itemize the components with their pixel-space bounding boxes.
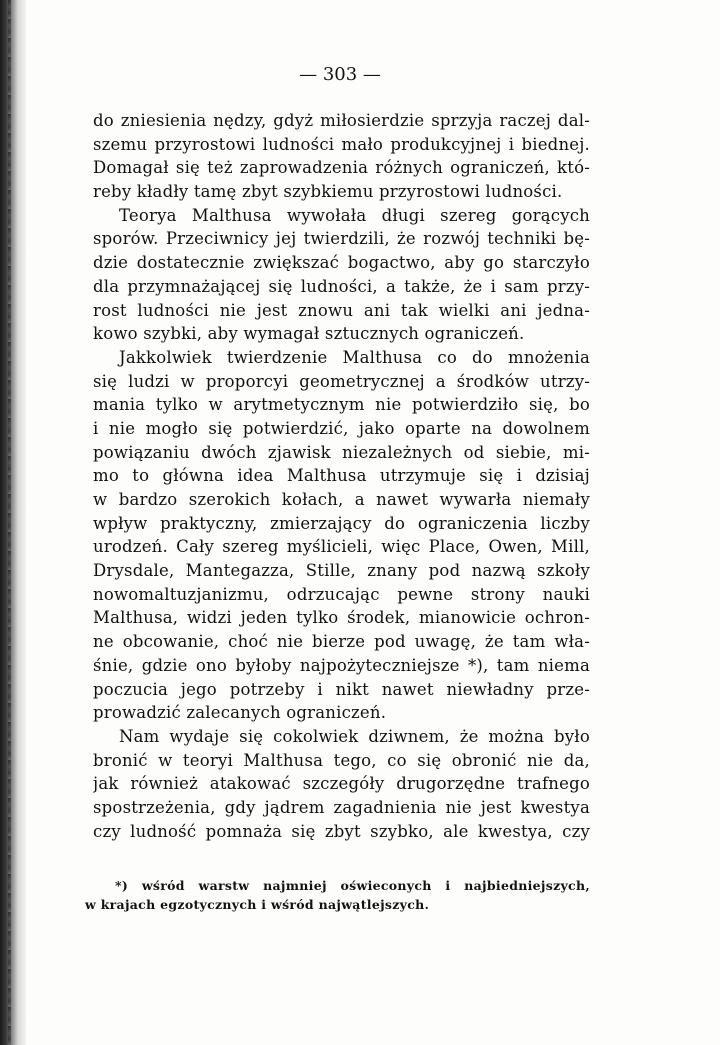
text-line: wpływ praktyczny, zmierzający do ograniczenia liczby [93,513,590,533]
main-text-block [93,109,590,843]
text-line: jak również atakować szczegóły drugorzędne trafnego [93,774,590,794]
text-line: powiązaniu dwóch zjawisk niezależnych od siebie, mi- [93,442,590,462]
text-line: i nie mogło się potwierdzić, jako oparte na dowolnem [93,418,590,438]
page-number: — 303 — [299,64,381,85]
text-line: reby kładły tamę zbyt szybkiemu przyrostowi ludności. [93,182,563,202]
text-line: czy ludność pomnaża się zbyt szybko, ale kwestya, czy [93,821,590,841]
book-spine-streak [8,0,11,1045]
text-line: kowo szybki, aby wymagał sztucznych ograniczeń. [93,324,525,344]
text-line: ne obcowanie, choć nie bierze pod uwagę, że tam wła- [93,632,590,652]
text-line: spostrzeżenia, gdy jądrem zagadnienia nie jest kwestya [93,797,590,817]
text-line: dzie dostatecznie zwiększać bogactwo, aby go starczyło [93,253,590,273]
footnote-line: w krajach egzotycznych i wśród najwątlejszych. [85,897,430,912]
text-line: Domagał się też zaprowadzenia różnych ograniczeń, któ- [93,158,590,178]
text-line: rost ludności nie jest znowu ani tak wielki ani jedna- [93,300,590,320]
text-line: się ludzi w proporcyi geometrycznej a środków utrzy- [93,371,590,391]
text-line: Drysdale, Mantegazza, Stille, znany pod nazwą szkoły [93,561,590,581]
text-line: mania tylko w arytmetycznym nie potwierdziło się, bo [93,395,590,415]
text-line: nowomaltuzjanizmu, odrzucając pewne strony nauki [93,584,590,604]
text-line: Nam wydaje się cokolwiek dziwnem, że można było [119,726,590,746]
text-line: szemu przyrostowi ludności mało produkcyjnej i biednej. [93,134,590,154]
text-line: Jakkolwiek twierdzenie Malthusa co do mnożenia [119,347,590,367]
book-spine-shadow [0,0,26,1045]
text-line: prowadzić zalecanych ograniczeń. [93,703,387,723]
text-line: mo to główna idea Malthusa utrzymuje się i dzisiaj [93,466,590,486]
text-line: Teorya Malthusa wywołała długi szereg gorących [119,205,590,225]
footnote-line: *) wśród warstw najmniej oświeconych i najbiedniejszych, [115,878,590,893]
text-line: do zniesienia nędzy, gdyż miłosierdzie sprzyja raczej dal- [93,111,590,130]
text-line: sporów. Przeciwnicy jej twierdzili, że rozwój techniki bę- [93,229,590,249]
text-line: bronić w teoryi Malthusa tego, co się obronić nie da, [93,750,590,770]
text-line: Malthusa, widzi jeden tylko środek, mianowicie ochron- [93,608,590,628]
text-line: urodzeń. Cały szereg myślicieli, więc Place, Owen, Mill, [93,537,590,557]
text-line: dla przymnażającej się ludności, a także, że i sam przy- [93,276,590,296]
footnote [85,876,590,914]
text-line: poczucia jego potrzeby i nikt nawet niewładny prze- [93,679,590,699]
text-line: w bardzo szerokich kołach, a nawet wywarła niemały [93,490,590,509]
text-line: śnie, gdzie ono byłoby najpożyteczniejsze *), tam niema [93,655,590,675]
